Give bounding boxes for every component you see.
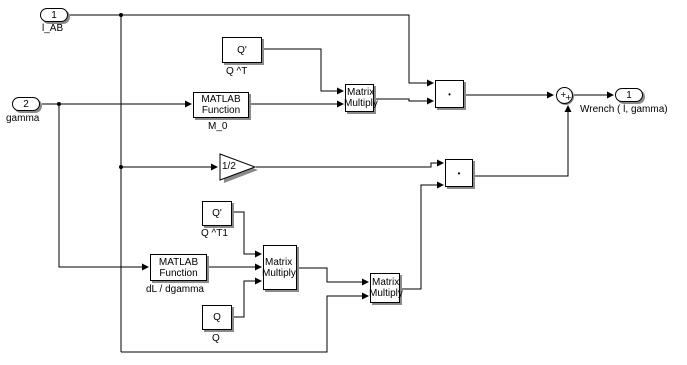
product-2[interactable] bbox=[445, 159, 473, 187]
matrix-multiply-3[interactable] bbox=[369, 273, 403, 303]
constant-q-transpose-1-value: Q' bbox=[212, 208, 222, 219]
inport-2-number: 2 bbox=[23, 98, 29, 110]
inport-2[interactable] bbox=[12, 97, 40, 111]
matrix-multiply-2-line1: Matrix bbox=[265, 256, 293, 268]
constant-q-transpose-1[interactable] bbox=[202, 201, 232, 226]
constant-q-transpose-value: Q' bbox=[237, 44, 247, 56]
matlab-function-m0-line2: Function bbox=[201, 105, 241, 116]
matlab-function-dl-dgamma-line2: Function bbox=[159, 267, 198, 279]
matlab-function-m0[interactable] bbox=[193, 92, 249, 118]
inport-1[interactable] bbox=[40, 8, 68, 22]
matrix-multiply-2[interactable] bbox=[263, 245, 297, 290]
inport-1-label: l_AB bbox=[42, 23, 64, 34]
matrix-multiply-3-line1: Matrix bbox=[372, 277, 400, 288]
gain-value: 1/2 bbox=[222, 161, 236, 172]
product-1-symbol: • bbox=[448, 89, 451, 99]
matrix-multiply-1-line2: Multiply bbox=[344, 98, 378, 109]
sum-block[interactable] bbox=[556, 87, 573, 104]
matlab-function-dl-dgamma[interactable] bbox=[150, 254, 207, 281]
matlab-function-m0-label: M_0 bbox=[208, 121, 228, 132]
sum-sign-2: + bbox=[565, 93, 572, 102]
constant-q[interactable] bbox=[202, 305, 232, 330]
constant-q-transpose-label: Q ^T bbox=[226, 66, 248, 77]
constant-q-transpose-1-label: Q ^T1 bbox=[201, 228, 228, 239]
matrix-multiply-1-line1: Matrix bbox=[347, 87, 375, 98]
constant-q-value: Q bbox=[213, 312, 221, 323]
outport-1-label: Wrench ( l, gamma) bbox=[580, 104, 668, 115]
constant-q-label: Q bbox=[212, 333, 220, 344]
matlab-function-m0-line1: MATLAB bbox=[201, 94, 241, 105]
matrix-multiply-2-line2: Multiply bbox=[262, 267, 296, 279]
product-2-symbol: • bbox=[457, 168, 461, 178]
outport-1[interactable] bbox=[615, 88, 643, 102]
sum-sign-1: + bbox=[560, 90, 567, 99]
outport-1-number: 1 bbox=[626, 89, 632, 101]
matrix-multiply-1[interactable] bbox=[344, 84, 378, 112]
matlab-function-dl-dgamma-line1: MATLAB bbox=[158, 256, 199, 268]
constant-q-transpose[interactable] bbox=[222, 37, 262, 63]
inport-1-number: 1 bbox=[51, 9, 57, 21]
inport-2-label: gamma bbox=[6, 113, 40, 124]
matlab-function-dl-dgamma-label: dL / dgamma bbox=[146, 284, 204, 295]
product-1[interactable] bbox=[435, 80, 464, 108]
matrix-multiply-3-line2: Multiply bbox=[369, 288, 403, 299]
